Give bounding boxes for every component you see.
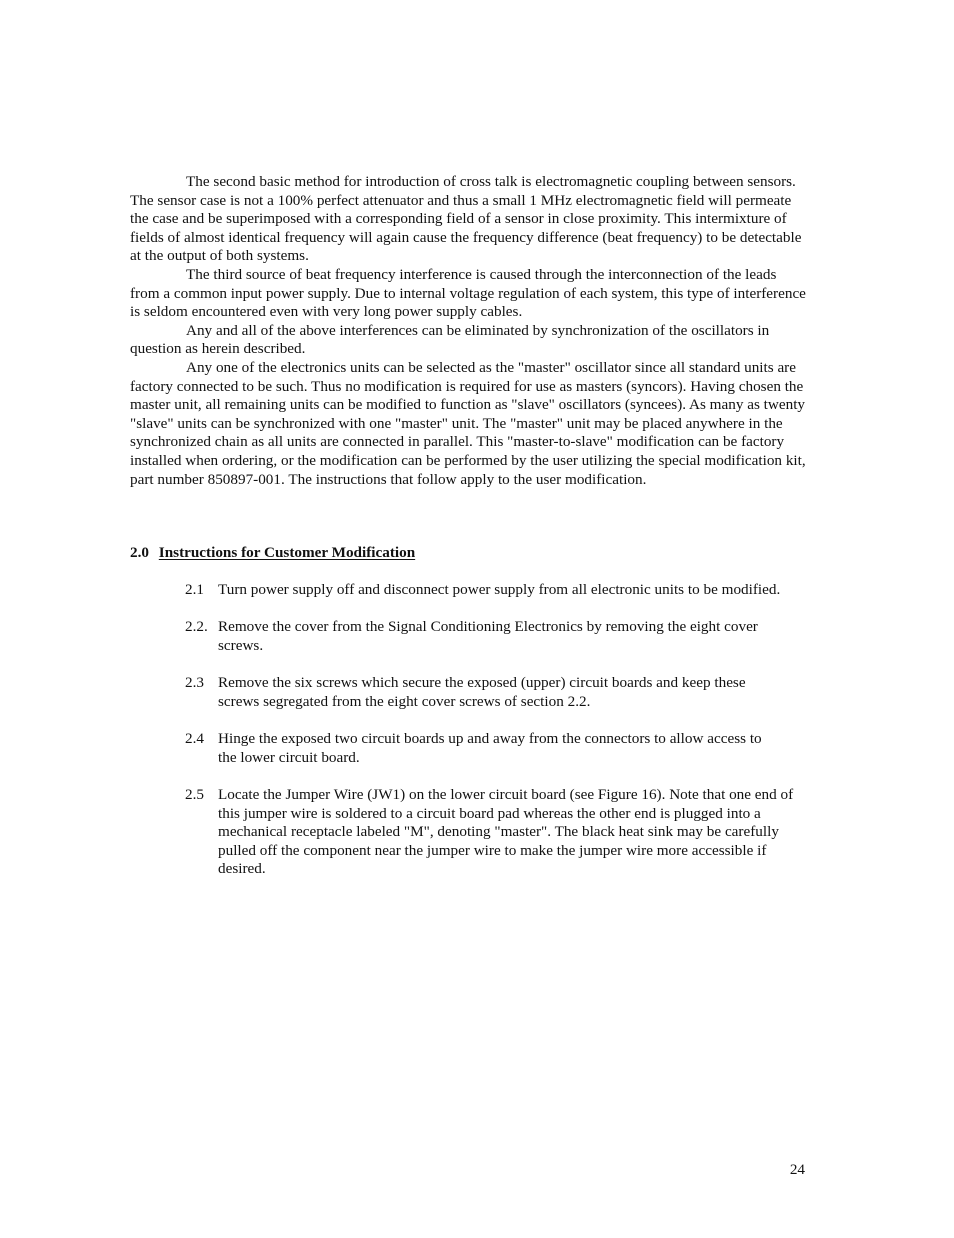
paragraph-synchronization: Any and all of the above interferences can be eliminated by synchronization of the oscillators in question as herein described. bbox=[130, 321, 770, 358]
step-number: 2.3 bbox=[185, 674, 204, 691]
step-text: Remove the cover from the Signal Conditioning Electronics by removing the eight cover screws. bbox=[218, 618, 758, 654]
step-number: 2.5 bbox=[185, 786, 204, 803]
step-number: 2.2. bbox=[185, 618, 208, 635]
body-text bbox=[130, 173, 806, 489]
step-text: Turn power supply off and disconnect power supply from all electronic units to be modified. bbox=[218, 581, 781, 598]
paragraph-master-slave: Any one of the electronics units can be selected as the "master" oscillator since all standard units are factory connected to be such. Thus no modification is required for use as masters (syncors). Having chosen the master unit, all remaining units can be modified to function as "slave" oscillators (syncees). As many as twenty "slave" units can be synchronized with one "master" unit. The "master" unit may be placed anywhere in the synchronized chain as all units are connected in parallel. This "master-to-slave" modification can be factory installed when ordering, or the modification can be performed by the user utilizing the special modification kit, part number 850897-001. The instructions that follow apply to the user modification. bbox=[130, 358, 806, 488]
page-number: 24 bbox=[789, 1161, 805, 1178]
section-number: 2.0 bbox=[130, 544, 149, 561]
paragraph-em-coupling: The second basic method for introduction of cross talk is electromagnetic coupling between sensors. The sensor case is not a 100% perfect attenuator and thus a small 1 MHz electromagnetic field will permeate the case and be superimposed with a corresponding field of a sensor in close proximity. This intermixture of fields of almost identical frequency will again cause the frequency difference (beat frequency) to be detectable at the output of both systems. bbox=[130, 173, 802, 265]
step-2-4 bbox=[185, 730, 810, 767]
step-text: Remove the six screws which secure the exposed (upper) circuit boards and keep these screws segregated from the eight cover screws of section 2.2. bbox=[218, 674, 746, 710]
step-number: 2.4 bbox=[185, 730, 204, 747]
step-text: Hinge the exposed two circuit boards up and away from the connectors to allow access to the lower circuit board. bbox=[218, 730, 762, 766]
step-2-5 bbox=[185, 786, 810, 879]
paragraph-power-supply-interference: The third source of beat frequency interference is caused through the interconnection of the leads from a common input power supply. Due to internal voltage regulation of each system, this type of interference is seldom encountered even with very long power supply cables. bbox=[130, 265, 806, 321]
step-2-2 bbox=[185, 618, 810, 655]
step-2-3 bbox=[185, 674, 810, 711]
step-number: 2.1 bbox=[185, 581, 204, 598]
step-text: Locate the Jumper Wire (JW1) on the lower circuit board (see Figure 16). Note that one end of this jumper wire is soldered to a circuit board pad whereas the other end is plugged into a mechanical receptacle labeled "M", denoting "master". The black heat sink may be carefully pulled off the component near the jumper wire to make the jumper wire more accessible if desired. bbox=[218, 786, 794, 878]
step-2-1 bbox=[185, 581, 810, 600]
section-heading bbox=[130, 544, 415, 563]
section-title: Instructions for Customer Modification bbox=[158, 544, 416, 561]
